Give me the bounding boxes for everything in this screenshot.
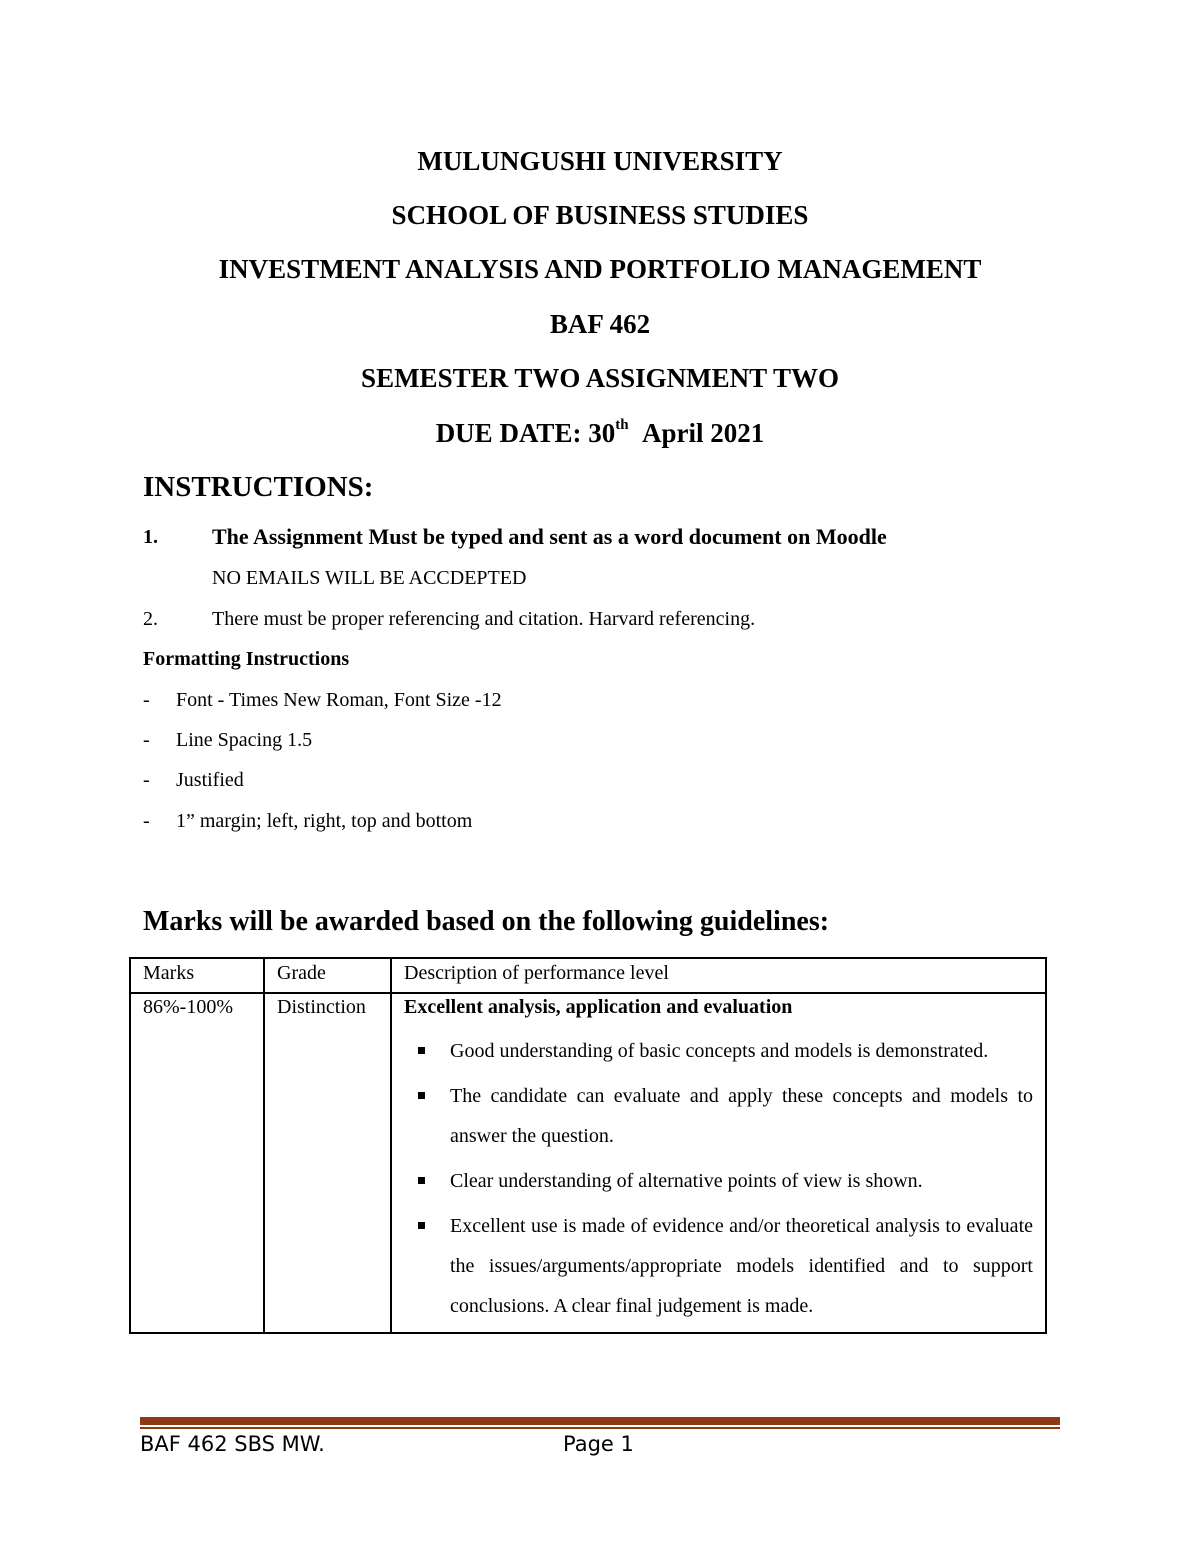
dash-bullet: - bbox=[143, 729, 150, 751]
instructions-heading: INSTRUCTIONS: bbox=[143, 471, 374, 503]
description-cell bbox=[391, 993, 1046, 1333]
dash-bullet: - bbox=[143, 689, 150, 711]
criterion-text: Excellent use is made of evidence and/or theoretical analysis to evaluate the issues/arguments/appropriate models identified and to support conclusions. A clear final judgement is made. bbox=[450, 1215, 1033, 1317]
square-bullet-icon bbox=[418, 1222, 425, 1229]
due-date-suffix: th bbox=[615, 417, 629, 433]
column-header-description: Description of performance level bbox=[391, 958, 1046, 993]
list-item bbox=[404, 1076, 1033, 1156]
table-header-row bbox=[130, 958, 1046, 993]
rubric-table bbox=[129, 957, 1047, 1334]
column-header-grade: Grade bbox=[264, 958, 391, 993]
due-date-rest: April 2021 bbox=[642, 418, 765, 448]
formatting-heading: Formatting Instructions bbox=[143, 648, 350, 670]
formatting-item: Font - Times New Roman, Font Size -12 bbox=[176, 689, 502, 711]
list-item bbox=[404, 1206, 1033, 1326]
instruction-number-2: 2. bbox=[143, 608, 158, 630]
list-item bbox=[404, 1161, 1033, 1201]
dash-bullet: - bbox=[143, 769, 150, 791]
footer-rule bbox=[140, 1417, 1060, 1425]
school-name: SCHOOL OF BUSINESS STUDIES bbox=[391, 200, 809, 230]
list-item bbox=[404, 1031, 1033, 1071]
instruction-number-1: 1. bbox=[143, 526, 158, 548]
instruction-text-1: The Assignment Must be typed and sent as a word document on Moodle bbox=[212, 524, 887, 549]
course-title: INVESTMENT ANALYSIS AND PORTFOLIO MANAGEMENT bbox=[218, 254, 982, 284]
course-code: BAF 462 bbox=[549, 309, 651, 339]
criteria-title: Excellent analysis, application and evaluation bbox=[404, 996, 793, 1018]
footer-rule-thin bbox=[140, 1427, 1060, 1429]
square-bullet-icon bbox=[418, 1177, 425, 1184]
column-header-marks: Marks bbox=[130, 958, 264, 993]
criteria-list bbox=[404, 1031, 1033, 1326]
assignment-title: SEMESTER TWO ASSIGNMENT TWO bbox=[361, 363, 839, 393]
marks-heading: Marks will be awarded based on the following guidelines: bbox=[143, 906, 830, 937]
instruction-subtext-1: NO EMAILS WILL BE ACCDEPTED bbox=[212, 567, 527, 589]
formatting-item: Line Spacing 1.5 bbox=[176, 729, 313, 751]
due-date bbox=[0, 418, 1200, 449]
due-date-label: DUE DATE: 30 bbox=[435, 418, 616, 448]
criterion-text: Good understanding of basic concepts and models is demonstrated. bbox=[450, 1040, 989, 1062]
dash-bullet: - bbox=[143, 810, 150, 832]
criterion-text: The candidate can evaluate and apply these concepts and models to answer the question. bbox=[450, 1085, 1033, 1147]
table-row bbox=[130, 993, 1046, 1333]
university-name: MULUNGUSHI UNIVERSITY bbox=[417, 146, 783, 176]
footer-left-text: BAF 462 SBS MW. bbox=[140, 1432, 325, 1456]
instruction-text-2: There must be proper referencing and citation. Harvard referencing. bbox=[212, 608, 756, 630]
formatting-item: Justified bbox=[176, 769, 244, 791]
grade-cell: Distinction bbox=[264, 993, 391, 1333]
criterion-text: Clear understanding of alternative points of view is shown. bbox=[450, 1170, 923, 1192]
formatting-item: 1” margin; left, right, top and bottom bbox=[176, 810, 473, 832]
page-number: Page 1 bbox=[563, 1432, 634, 1456]
marks-cell: 86%-100% bbox=[130, 993, 264, 1333]
square-bullet-icon bbox=[418, 1092, 425, 1099]
square-bullet-icon bbox=[418, 1047, 425, 1054]
